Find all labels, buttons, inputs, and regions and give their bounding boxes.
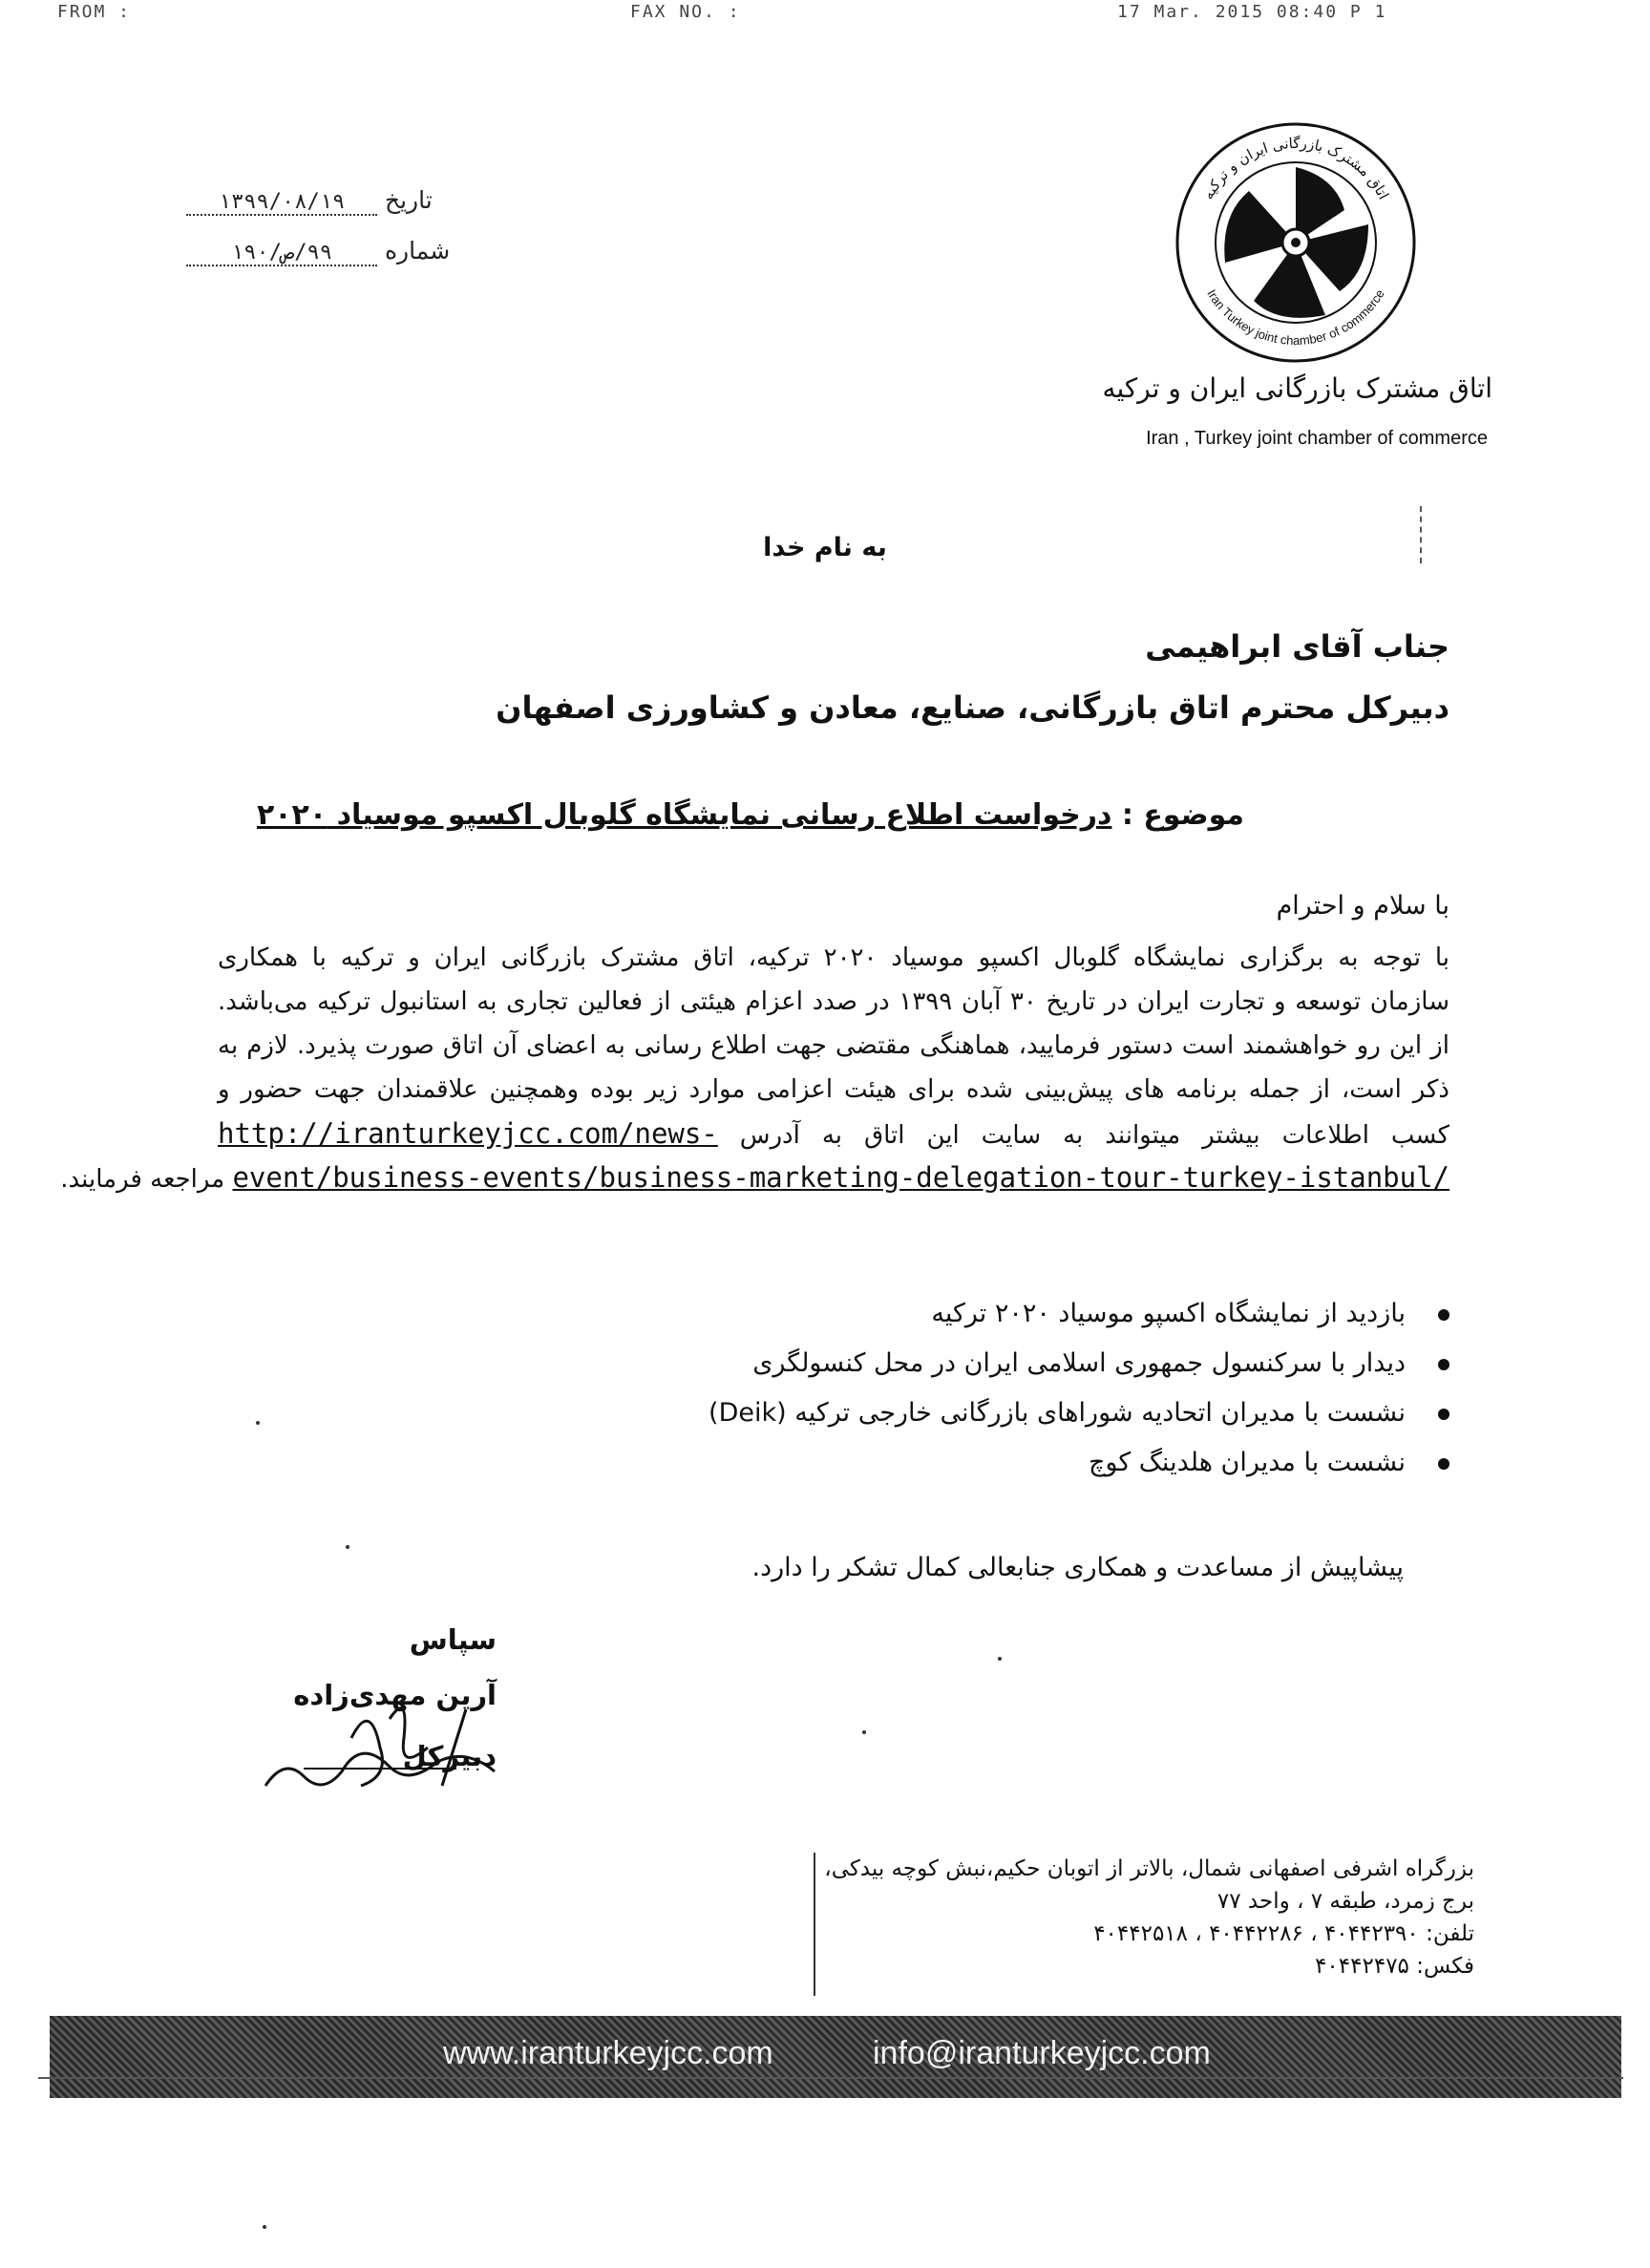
recipient-title: دبیرکل محترم اتاق بازرگانی، صنایع، معادن و کشاورزی اصفهان bbox=[496, 689, 1449, 726]
handwritten-signature bbox=[246, 1681, 533, 1805]
fax-timestamp: 17 Mar. 2015 08:40 P 1 bbox=[1117, 2, 1387, 22]
recipient-name: جناب آقای ابراهیمی bbox=[1145, 628, 1449, 665]
scan-speck bbox=[862, 1730, 866, 1734]
logo-ring-en: Iran Turkey joint chamber of commerce bbox=[1204, 286, 1387, 349]
phone-row bbox=[815, 1918, 1474, 1950]
bullet-icon bbox=[1438, 1458, 1449, 1470]
bullet-icon bbox=[1438, 1359, 1449, 1370]
list-item-text: نشست با مدیران هلدینگ کوچ bbox=[1088, 1448, 1406, 1477]
number-value: ۹۹/ص/۱۹۰ bbox=[186, 241, 377, 266]
footer-rule bbox=[38, 2077, 1623, 2079]
org-name-en: Iran , Turkey joint chamber of commerce bbox=[1146, 428, 1488, 449]
body-line: ذکر است، از جمله برنامه های پیش‌بینی شده برای هیئت اعزامی موارد زیر بوده وهمچنین علاقمندان جهت حضور و bbox=[218, 1075, 1449, 1104]
bullet-icon bbox=[1438, 1309, 1449, 1321]
subject-label: موضوع : bbox=[1121, 798, 1244, 832]
footer-band bbox=[50, 2016, 1621, 2098]
greeting: با سلام و احترام bbox=[1276, 891, 1449, 921]
signature-thanks: سپاس bbox=[409, 1623, 497, 1656]
logo-ring-fa: اتاق مشترک بازرگانی ایران و ترکیه bbox=[1199, 134, 1393, 202]
bullet-icon bbox=[1438, 1409, 1449, 1420]
list-item-text: نشست با مدیران اتحادیه شوراهای بازرگانی خارجی ترکیه (Deik) bbox=[709, 1398, 1406, 1428]
signature-title: دبیرکل bbox=[402, 1740, 497, 1772]
body-last-text: مراجعه فرمایند. bbox=[60, 1165, 225, 1194]
signature-name: آرین مهدی‌زاده bbox=[293, 1679, 497, 1711]
address-line-1: بزرگراه اشرفی اصفهانی شمال، بالاتر از اتوبان حکیم،نبش کوچه بیدکی، bbox=[824, 1856, 1474, 1881]
fax-number-value: ۴۰۴۴۲۴۷۵ bbox=[1315, 1954, 1409, 1979]
list-item bbox=[709, 1289, 1449, 1339]
subject-text: درخواست اطلاع رسانی نمایشگاه گلوبال اکسپو موسیاد ۲۰۲۰ bbox=[256, 798, 1112, 832]
body-line: با توجه به برگزاری نمایشگاه گلوبال اکسپو موسیاد ۲۰۲۰ ترکیه، اتاق مشترک بازرگانی ایران و ترکیه با همکاری bbox=[218, 943, 1449, 972]
body-last-line bbox=[60, 1155, 1449, 1199]
date-label: تاریخ bbox=[384, 186, 433, 214]
address-line-2: برج زمرد، طبقه ۷ ، واحد ۷۷ bbox=[1216, 1889, 1474, 1914]
body-line: از این رو خواهشمند است دستور فرمایید، هماهنگی مقتضی جهت اطلاع رسانی به اعضای آن اتاق صورت پذیرد. لازم به bbox=[218, 1031, 1449, 1060]
body-link-line bbox=[218, 1112, 1449, 1155]
list-item-text: بازدید از نمایشگاه اکسپو موسیاد ۲۰۲۰ ترکیه bbox=[931, 1299, 1406, 1328]
footer-email[interactable]: info@iranturkeyjcc.com bbox=[873, 2035, 1211, 2071]
body-link-text: کسب اطلاعات بیشتر میتوانند به سایت این اتاق به آدرس bbox=[739, 1121, 1450, 1150]
pinwheel-icon bbox=[1224, 167, 1368, 318]
news-link-part1[interactable]: http://iranturkeyjcc.com/news- bbox=[218, 1117, 718, 1150]
fax-label: فکس: bbox=[1416, 1954, 1474, 1979]
phone-numbers: ۴۰۴۴۲۳۹۰ ، ۴۰۴۴۲۲۸۶ ، ۴۰۴۴۲۵۱۸ bbox=[1093, 1921, 1419, 1946]
list-item bbox=[709, 1388, 1449, 1438]
scan-speck bbox=[263, 2225, 266, 2229]
fax-from: FROM : bbox=[57, 2, 132, 22]
body-paragraph bbox=[60, 936, 1450, 1199]
program-list bbox=[709, 1289, 1449, 1488]
address-block bbox=[814, 1853, 1474, 1996]
news-link-part2[interactable]: event/business-events/business-marketing-delegation-tour-turkey-istanbul/ bbox=[232, 1161, 1449, 1194]
scan-speck bbox=[998, 1657, 1002, 1661]
chamber-logo bbox=[1173, 119, 1419, 366]
date-value: ۱۳۹۹/۰۸/۱۹ bbox=[186, 190, 377, 216]
number-label: شماره bbox=[384, 237, 451, 265]
scan-speck bbox=[346, 1545, 349, 1549]
list-item-text: دیدار با سرکنسول جمهوری اسلامی ایران در محل کنسولگری bbox=[752, 1348, 1406, 1378]
basmala: به نام خدا bbox=[763, 533, 887, 562]
fax-number: FAX NO. : bbox=[630, 2, 741, 22]
phone-label: تلفن: bbox=[1426, 1921, 1474, 1946]
date-row bbox=[186, 186, 433, 216]
closing-line: پیشاپیش از مساعدت و همکاری جنابعالی کمال تشکر را دارد. bbox=[751, 1553, 1404, 1582]
number-row bbox=[186, 237, 450, 266]
scan-speck bbox=[256, 1421, 260, 1425]
fax-row bbox=[815, 1950, 1474, 1982]
org-name-fa: اتاق مشترک بازرگانی ایران و ترکیه bbox=[1102, 372, 1492, 404]
footer-website[interactable]: www.iranturkeyjcc.com bbox=[443, 2035, 773, 2071]
list-item bbox=[709, 1438, 1449, 1488]
body-line: سازمان توسعه و تجارت ایران در تاریخ ۳۰ آبان ۱۳۹۹ در صدد اعزام هیئتی از فعالین تجاری به استانبول ترکیه می‌باشد. bbox=[218, 987, 1449, 1016]
list-item bbox=[709, 1339, 1449, 1388]
subject-line bbox=[257, 798, 1244, 832]
